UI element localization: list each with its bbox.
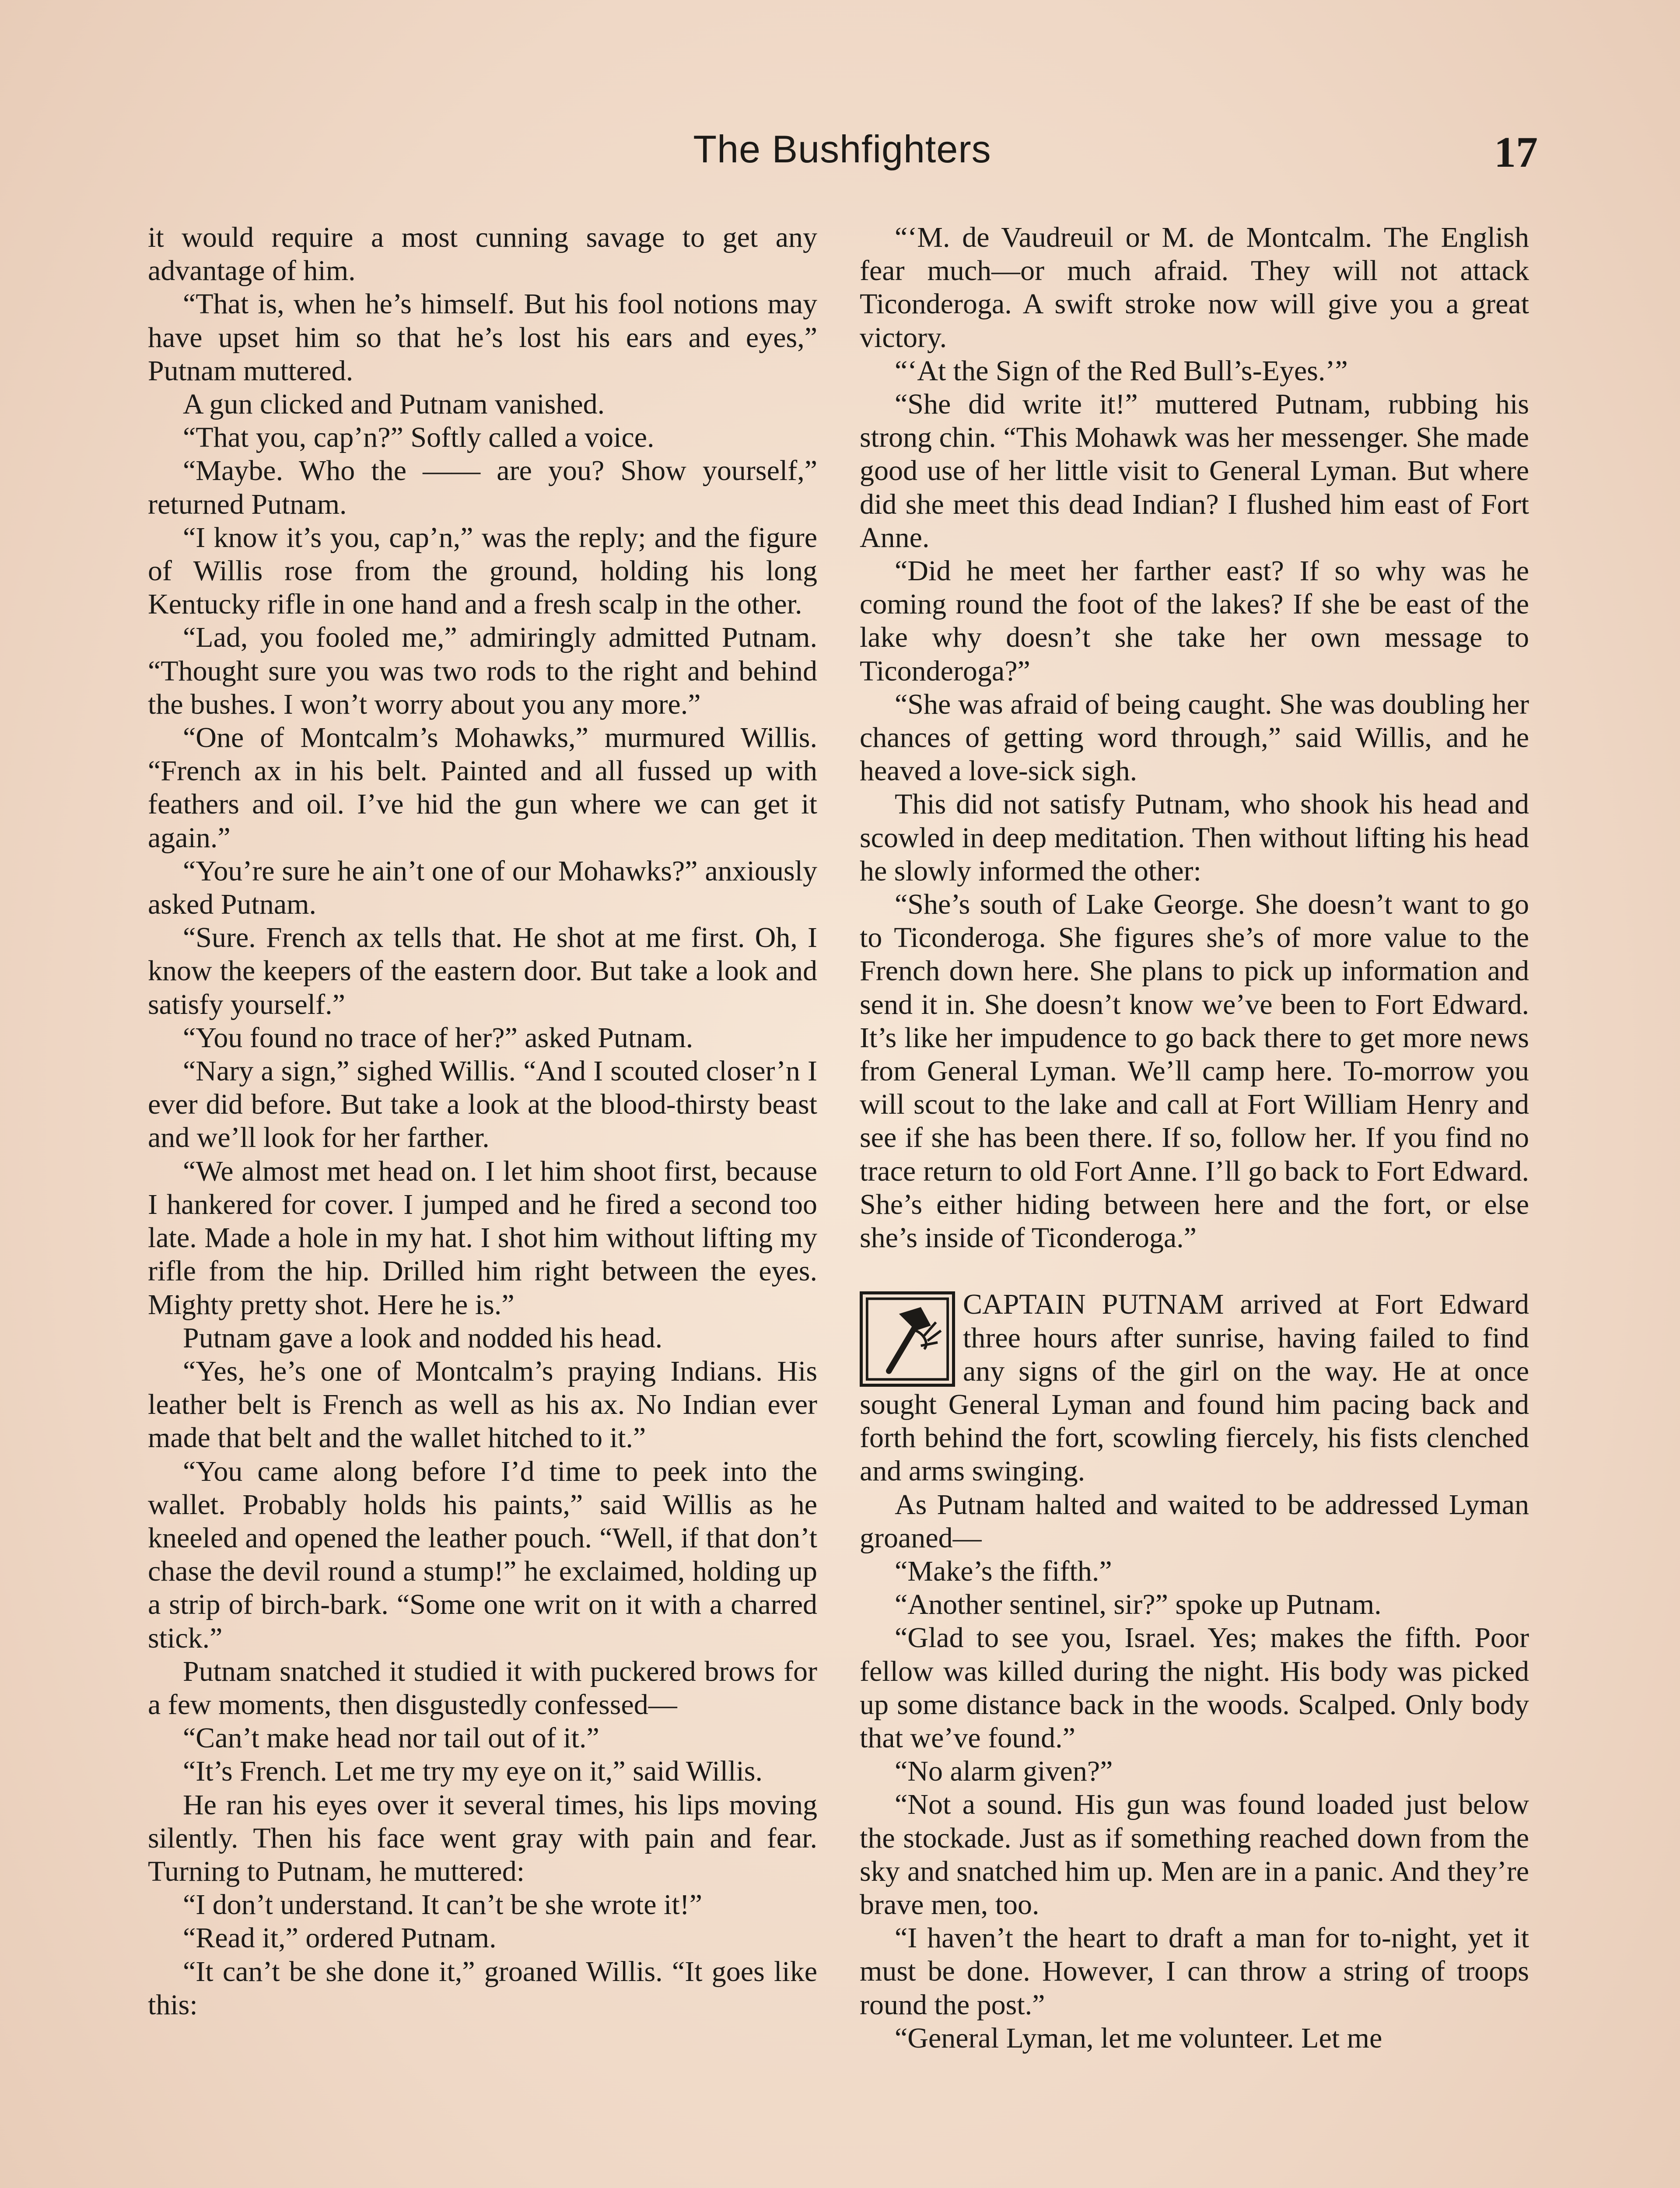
paragraph: A gun clicked and Putnam vanished. xyxy=(183,388,605,421)
paragraph: “Maybe. Who the —— are you? Show yourself,” returned Putnam. xyxy=(148,455,817,520)
tomahawk-dropcap-icon xyxy=(860,1291,955,1387)
paragraph: “One of Montcalm’s Mohawks,” murmured Willis. “French ax in his belt. Painted and all fussed up with feathers and oil. I’ve hid the gun where we can get it again.” xyxy=(148,722,817,854)
paragraph: “Another sentinel, sir?” spoke up Putnam. xyxy=(895,1588,1382,1621)
paragraph: “‘M. de Vaudreuil or M. de Montcalm. The English fear much—or much afraid. They will not attack Ticonderoga. A swift stroke now will give you a great victory. xyxy=(860,221,1529,354)
paragraph: “You found no trace of her?” asked Putnam. xyxy=(183,1021,693,1054)
paragraph: “That you, cap’n?” Softly called a voice. xyxy=(183,421,654,454)
paragraph: “Glad to see you, Israel. Yes; makes the fifth. Poor fellow was killed during the night. His body was picked up some distance back in the woods. Scalped. Only body that we’ve found.” xyxy=(860,1622,1529,1754)
paragraph: “It can’t be she done it,” groaned Willis. “It goes like this: xyxy=(148,1955,817,2021)
paragraph: He ran his eyes over it several times, his lips moving silently. Then his face went gray with pain and fear. Turning to Putnam, he muttered: xyxy=(148,1788,817,1887)
paragraph: “Make’s the fifth.” xyxy=(895,1555,1112,1587)
paragraph: “Nary a sign,” sighed Willis. “And I scouted closer’n I ever did before. But take a look at the blood-thirsty beast and we’ll look for her farther. xyxy=(148,1055,817,1154)
paragraph: “That is, when he’s himself. But his fool notions may have upset him so that he’s lost his ears and eyes,” Putnam muttered. xyxy=(148,288,817,387)
paragraph: “I haven’t the heart to draft a man for to-night, yet it must be done. However, I can throw a string of troops round the post.” xyxy=(860,1922,1529,2021)
paragraph-text: CAPTAIN PUTNAM arrived at Fort Edward three hours after sunrise, having failed to find any signs of the girl on the way. He at once sought General Lyman and found him pacing back and forth behind the fort, scowling fiercely, his fists clenched and arms swinging. xyxy=(860,1288,1529,1487)
page-header xyxy=(147,127,1538,193)
paragraph: This did not satisfy Putnam, who shook his head and scowled in deep meditation. Then without lifting his head he slowly informed the other: xyxy=(860,788,1529,887)
paragraph: “Did he meet her farther east? If so why was he coming round the foot of the lakes? If she be east of the lake why doesn’t she take her own message to Ticonderoga?” xyxy=(860,555,1529,687)
paragraph: As Putnam halted and waited to be addressed Lyman groaned— xyxy=(860,1488,1529,1554)
text-column-right xyxy=(860,221,1529,2055)
paragraph: “No alarm given?” xyxy=(895,1755,1113,1788)
paragraph: “You’re sure he ain’t one of our Mohawks?” anxiously asked Putnam. xyxy=(148,855,817,921)
paragraph: “Read it,” ordered Putnam. xyxy=(183,1922,497,1954)
paragraph: Putnam snatched it studied it with puckered brows for a few moments, then disgustedly confessed— xyxy=(148,1655,817,1721)
paragraph: “I don’t understand. It can’t be she wrote it!” xyxy=(183,1889,703,1921)
section-opening-paragraph xyxy=(860,1288,1529,1488)
page-number: 17 xyxy=(1494,128,1538,176)
paragraph: “Lad, you fooled me,” admiringly admitted Putnam. “Thought sure you was two rods to the right and behind the bushes. I won’t worry about you any more.” xyxy=(148,621,817,720)
paragraph: “Yes, he’s one of Montcalm’s praying Indians. His leather belt is French as well as his ax. No Indian ever made that belt and the wallet hitched to it.” xyxy=(148,1355,817,1454)
paragraph: “She was afraid of being caught. She was doubling her chances of getting word through,” said Willis, and he heaved a love-sick sigh. xyxy=(860,688,1529,787)
paragraph: “She did write it!” muttered Putnam, rubbing his strong chin. “This Mohawk was her messenger. She made good use of her little visit to General Lyman. But where did she meet this dead Indian? I flushed him east of Fort Anne. xyxy=(860,388,1529,554)
paragraph: “It’s French. Let me try my eye on it,” said Willis. xyxy=(183,1755,763,1788)
running-title: The Bushfighters xyxy=(693,127,991,171)
paragraph: “Not a sound. His gun was found loaded just below the stockade. Just as if something reached down from the sky and snatched him up. Men are in a panic. And they’re brave men, too. xyxy=(860,1788,1529,1921)
paragraph: “We almost met head on. I let him shoot first, because I hankered for cover. I jumped and he fired a second too late. Made a hole in my hat. I shot him without lifting my rifle from the hip. Drilled him right between the eyes. Mighty pretty shot. Here he is.” xyxy=(148,1155,817,1321)
paragraph: “‘At the Sign of the Red Bull’s-Eyes.’” xyxy=(895,354,1348,387)
paragraph: it would require a most cunning savage to get any advantage of him. xyxy=(148,221,817,287)
text-column-left xyxy=(148,221,817,2022)
paragraph: “Sure. French ax tells that. He shot at me first. Oh, I know the keepers of the eastern door. But take a look and satisfy yourself.” xyxy=(148,922,817,1020)
paragraph: “Can’t make head nor tail out of it.” xyxy=(183,1722,599,1754)
paragraph: “She’s south of Lake George. She doesn’t want to go to Ticonderoga. She figures she’s of more value to the French down here. She plans to pick up information and send it in. She doesn’t know we’ve been to Fort Edward. It’s like her impudence to go back there to get more news from General Lyman. We’ll camp here. To-morrow you will scout to the lake and call at Fort William Henry and see if she has been there. If so, follow her. If you find no trace return to old Fort Anne. I’ll go back to Fort Edward. She’s either hiding between here and the fort, or else she’s inside of Ticonderoga.” xyxy=(860,888,1529,1254)
paragraph: “General Lyman, let me volunteer. Let me xyxy=(895,2022,1382,2054)
paragraph: Putnam gave a look and nodded his head. xyxy=(183,1322,663,1354)
paragraph: “I know it’s you, cap’n,” was the reply; and the figure of Willis rose from the ground, holding his long Kentucky rifle in one hand and a fresh scalp in the other. xyxy=(148,521,817,621)
paragraph: “You came along before I’d time to peek into the wallet. Probably holds his paints,” said Willis as he kneeled and opened the leather pouch. “Well, if that don’t chase the devil round a stump!” he exclaimed, holding up a strip of birch-bark. “Some one writ on it with a charred stick.” xyxy=(148,1455,817,1654)
